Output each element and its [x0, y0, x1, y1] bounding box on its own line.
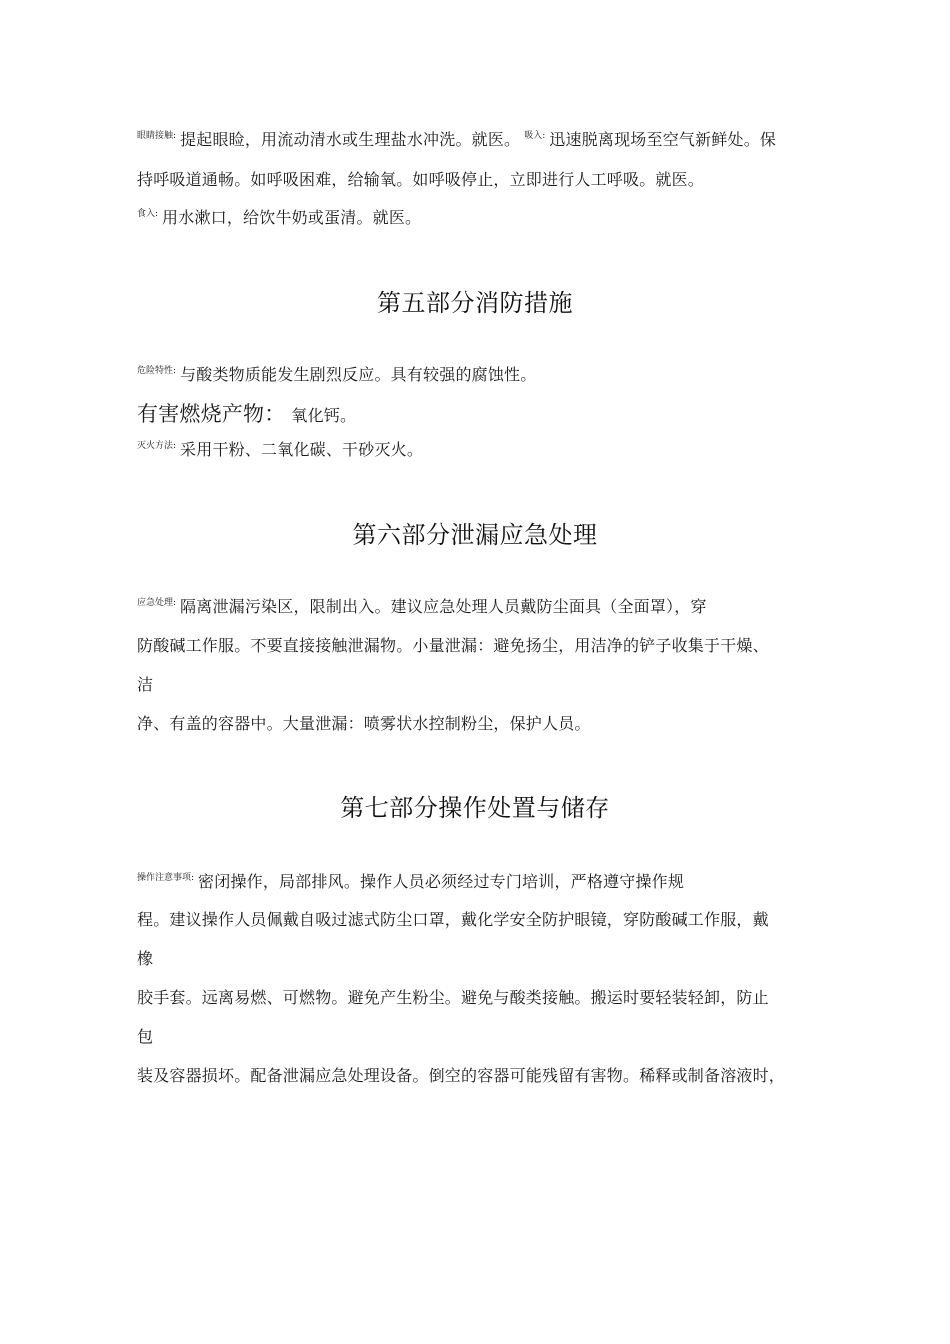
combustion-line — [137, 403, 356, 427]
leak-line-4: 净、有盖的容器中。大量泄漏：喷雾状水控制粉尘，保护人员。 — [137, 714, 591, 733]
handling-line-1 — [137, 871, 684, 893]
first-aid-line-1 — [137, 129, 776, 151]
hazard-line — [137, 364, 536, 386]
section-7-title: 第七部分操作处置与储存 — [340, 794, 610, 822]
combustion-label: 有害燃烧产物： — [137, 402, 286, 426]
inhalation-text: 迅速脱离现场至空气新鲜处。保 — [549, 130, 777, 149]
hazard-text: 与酸类物质能发生剧烈反应。具有较强的腐蚀性。 — [180, 365, 537, 384]
extinguish-label: 灭火方法: — [137, 441, 177, 451]
extinguish-line — [137, 439, 423, 461]
combustion-text: 氧化钙。 — [291, 406, 357, 425]
leak-line-2: 防酸碱工作服。不要直接接触泄漏物。小量泄漏：避免扬尘，用洁净的铲子收集于干燥、 — [137, 636, 769, 655]
handling-line-2: 程。建议操作人员佩戴自吸过滤式防尘口罩，戴化学安全防护眼镜，穿防酸碱工作服，戴 — [137, 910, 769, 929]
handling-line-5: 包 — [137, 1027, 154, 1046]
inhalation-label: 吸入: — [524, 131, 546, 141]
handling-line-6: 装及容器损坏。配备泄漏应急处理设备。倒空的容器可能残留有害物。稀释或制备溶液时， — [137, 1066, 786, 1085]
leak-line-3: 洁 — [137, 675, 154, 694]
section-6-title: 第六部分泄漏应急处理 — [352, 521, 598, 549]
section-5-title: 第五部分消防措施 — [377, 289, 573, 317]
handling-label: 操作注意事项: — [137, 873, 195, 883]
emergency-text: 隔离泄漏污染区，限制出入。建议应急处理人员戴防尘面具（全面罩），穿 — [180, 597, 707, 616]
handling-line-4: 胶手套。远离易燃、可燃物。避免产生粉尘。避免与酸类接触。搬运时要轻装轻卸，防止 — [137, 988, 769, 1007]
ingestion-label: 食入: — [137, 209, 159, 219]
hazard-label: 危险特性: — [137, 366, 177, 376]
first-aid-line-2: 持呼吸道通畅。如呼吸困难，给输氧。如呼吸停止，立即进行人工呼吸。就医。 — [137, 170, 705, 189]
emergency-label: 应急处理: — [137, 598, 177, 608]
leak-line-1 — [137, 596, 707, 618]
eye-contact-label: 眼睛接触: — [137, 131, 177, 141]
handling-line-3: 橡 — [137, 949, 154, 968]
first-aid-line-3 — [137, 207, 421, 229]
extinguish-text: 采用干粉、二氧化碳、干砂灭火。 — [180, 440, 424, 459]
handling-text: 密闭操作，局部排风。操作人员必须经过专门培训，严格遵守操作规 — [198, 872, 685, 891]
ingestion-text: 用水漱口，给饮牛奶或蛋清。就医。 — [162, 208, 422, 227]
eye-contact-text: 提起眼睑，用流动清水或生理盐水冲洗。就医。 — [180, 130, 521, 149]
